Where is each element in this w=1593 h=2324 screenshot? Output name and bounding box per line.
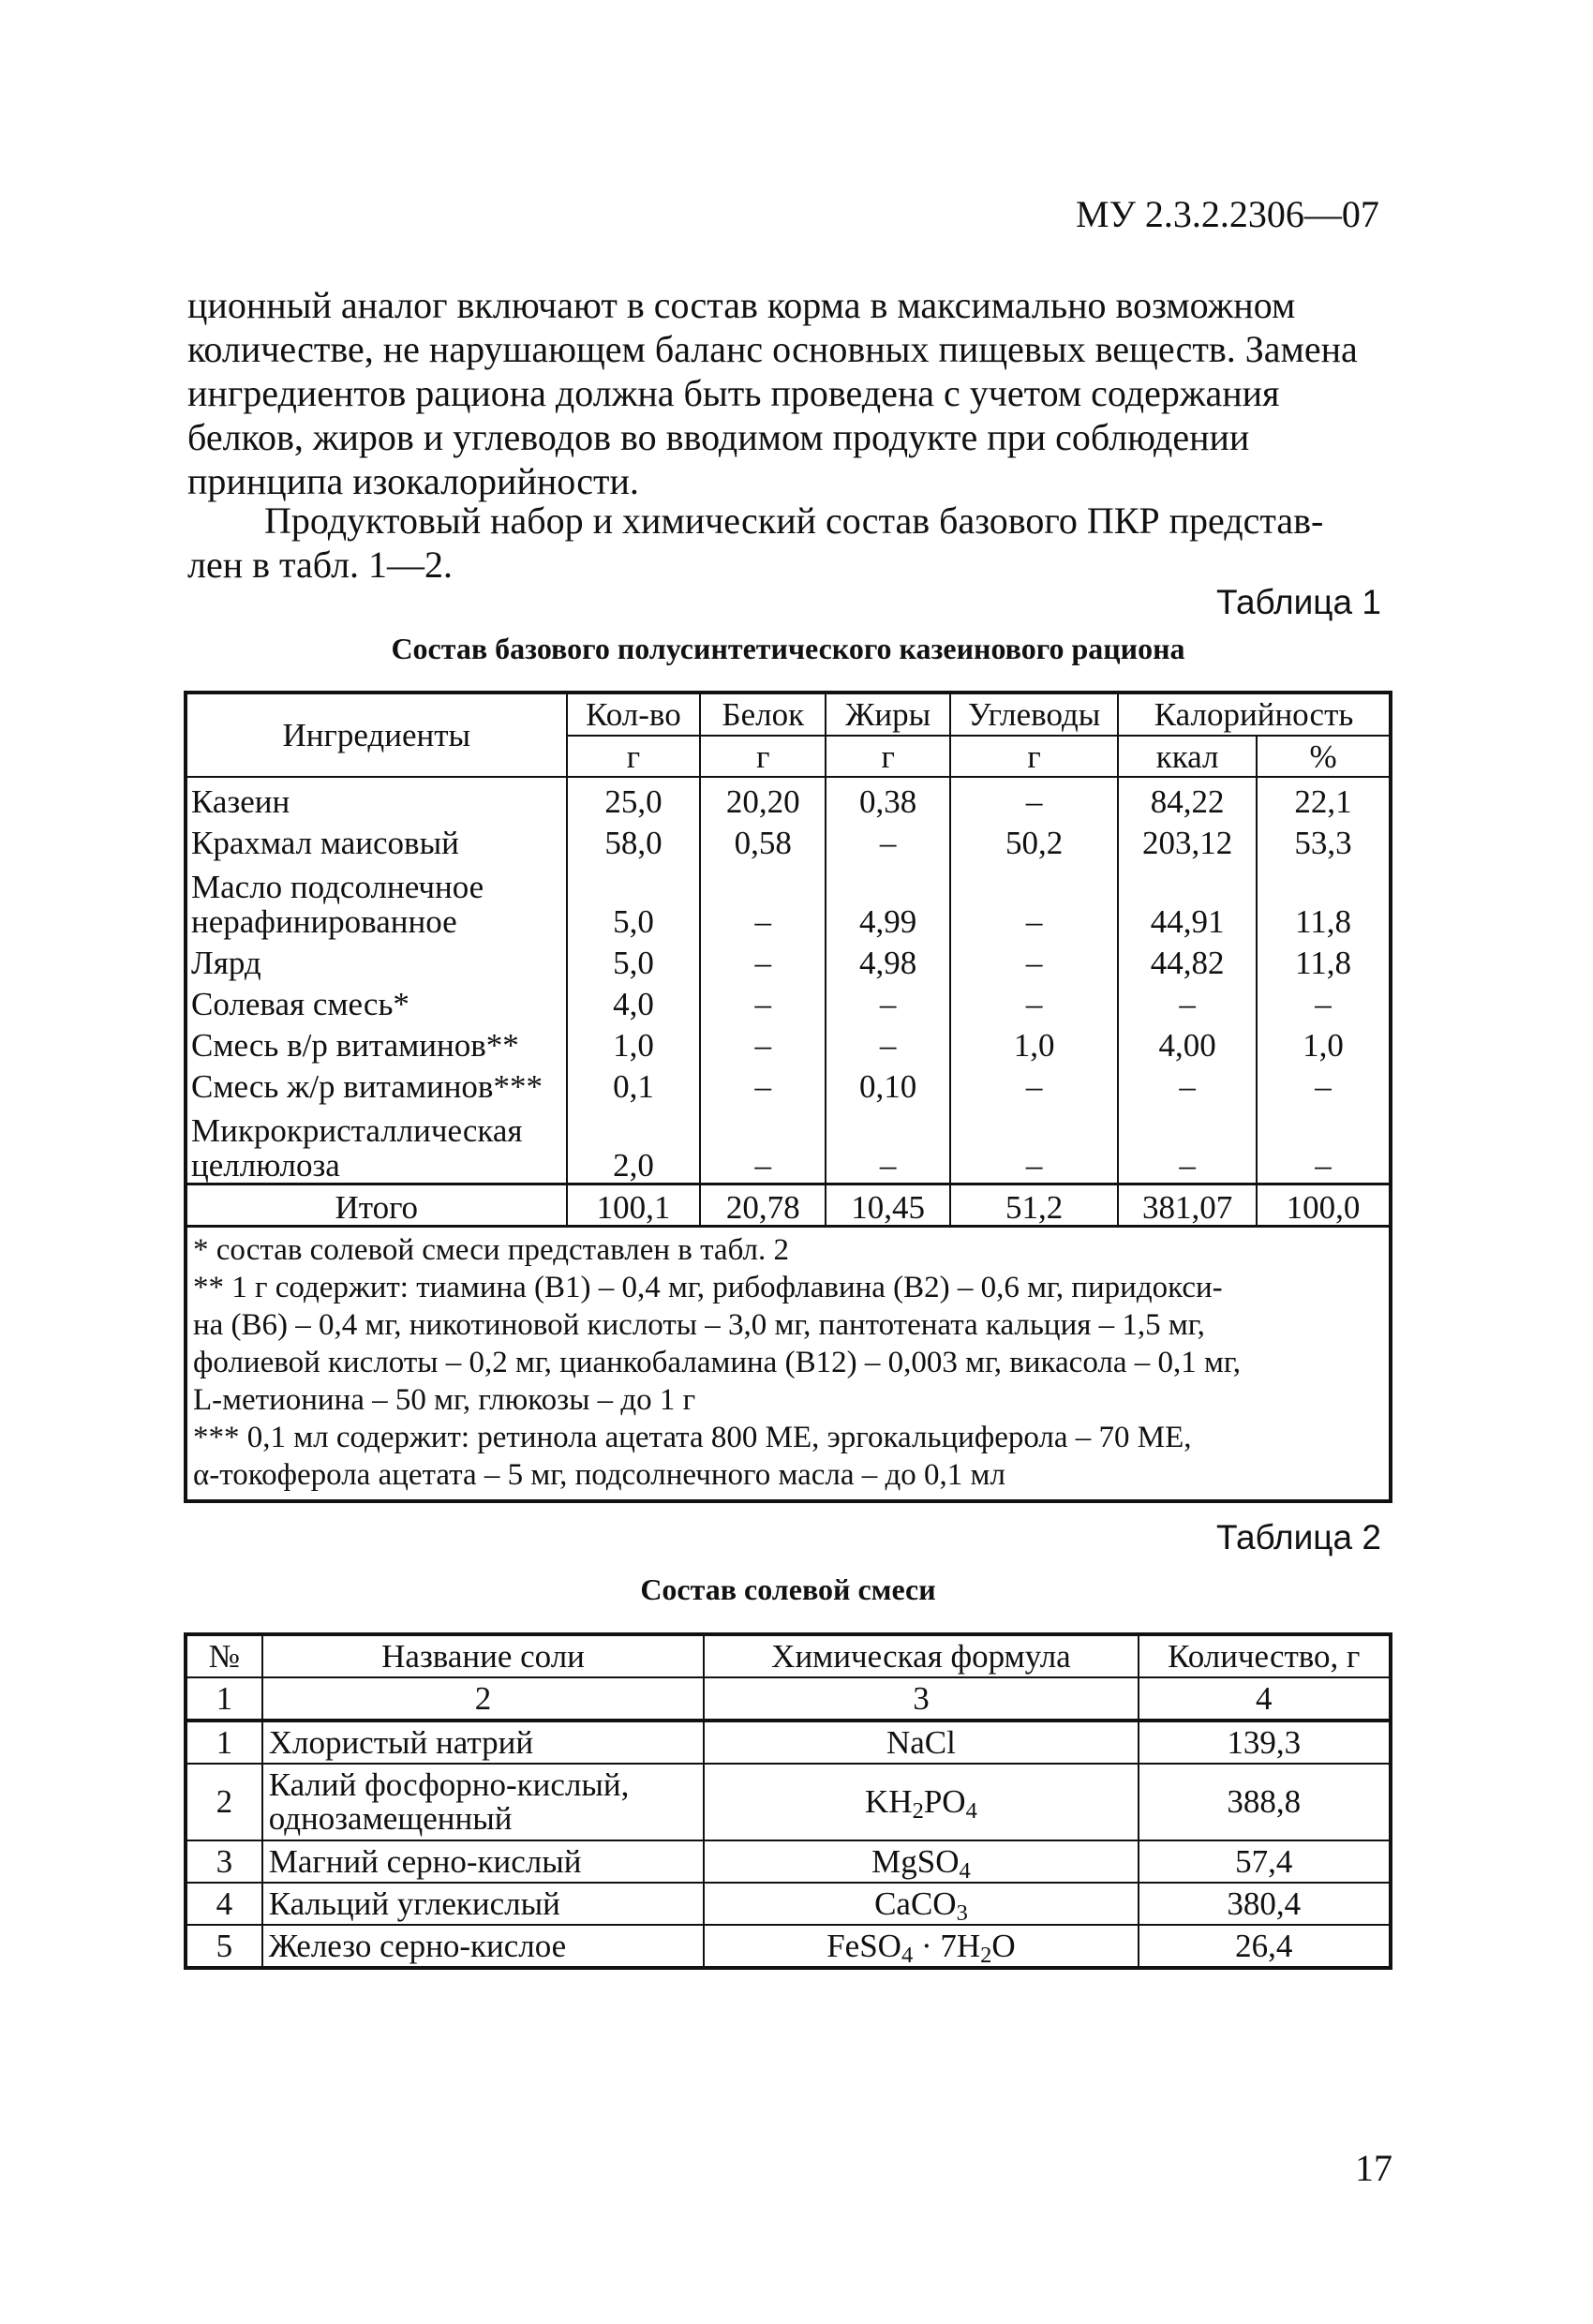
ration-composition-table — [184, 691, 1392, 1503]
ingredient-name: Казеин — [186, 777, 567, 819]
amount-cell: 0,1 — [567, 1063, 701, 1104]
protein-cell: – — [700, 939, 826, 980]
salt-name: Калий фосфорно-кислый, однозамещенный — [262, 1764, 705, 1840]
percent-cell: 22,1 — [1257, 777, 1391, 819]
kcal-cell: 203,12 — [1118, 819, 1257, 860]
quantity-cell: 388,8 — [1139, 1764, 1391, 1840]
carbs-cell: 50,2 — [950, 819, 1118, 860]
chemical-formula: $KH_2PO_4$ — [704, 1764, 1138, 1840]
ingredient-name: Микрокристаллическая целлюлоза — [186, 1104, 567, 1184]
fat-cell: – — [826, 1021, 950, 1063]
total-carbs: 51,2 — [950, 1184, 1118, 1227]
footnote-line: *** 0,1 мл содержит: ретинола ацетата 800 МЕ, эргокальциферола – 70 МЕ, — [193, 1421, 1192, 1454]
fat-cell: – — [826, 819, 950, 860]
kcal-cell: 84,22 — [1118, 777, 1257, 819]
header-quantity: Количество, г — [1139, 1634, 1391, 1677]
protein-cell: – — [700, 1104, 826, 1184]
chemical-formula: CaCO$_3$ — [704, 1883, 1138, 1925]
paragraph-line: ингредиентов рациона должна быть проведена с учетом содержания — [187, 372, 1280, 414]
protein-cell: – — [700, 860, 826, 939]
column-number: 1 — [186, 1677, 262, 1721]
total-fat: 10,45 — [826, 1184, 950, 1227]
footnote-line: фолиевой кислоты – 0,2 мг, цианкобаламина (В12) – 0,003 мг, викасола – 0,1 мг, — [193, 1346, 1241, 1379]
amount-cell: 58,0 — [567, 819, 701, 860]
column-number: 3 — [704, 1677, 1138, 1721]
quantity-cell: 139,3 — [1139, 1721, 1391, 1764]
amount-cell: 2,0 — [567, 1104, 701, 1184]
footnotes-cell — [186, 1227, 1391, 1502]
header-number: № — [186, 1634, 262, 1677]
percent-cell: – — [1257, 1063, 1391, 1104]
amount-cell: 4,0 — [567, 980, 701, 1021]
header-fat: Жиры — [826, 693, 950, 736]
carbs-cell: – — [950, 1104, 1118, 1184]
quantity-cell: 380,4 — [1139, 1883, 1391, 1925]
kcal-cell: – — [1118, 1104, 1257, 1184]
fat-cell: 0,38 — [826, 777, 950, 819]
salt-name: Магний серно-кислый — [262, 1840, 705, 1883]
kcal-cell: – — [1118, 1063, 1257, 1104]
table-row — [186, 819, 1391, 860]
paragraph-line: белков, жиров и углеводов во вводимом продукте при соблюдении — [187, 416, 1250, 458]
carbs-cell: – — [950, 939, 1118, 980]
ingredient-name: Лярд — [186, 939, 567, 980]
ingredient-name: Смесь ж/р витаминов*** — [186, 1063, 567, 1104]
salt-mixture-table — [184, 1632, 1392, 1970]
salt-name: Хлористый натрий — [262, 1721, 705, 1764]
header-salt-name: Название соли — [262, 1634, 705, 1677]
carbs-cell: 1,0 — [950, 1021, 1118, 1063]
paragraph-line: Продуктовый набор и химический состав базового ПКР представ- — [264, 499, 1324, 542]
paragraph-intro — [187, 283, 1389, 503]
unit-g: г — [950, 736, 1118, 777]
column-number-row — [186, 1677, 1391, 1721]
table-row — [186, 1764, 1391, 1840]
row-number: 2 — [186, 1764, 262, 1840]
table1-title: Состав базового полусинтетического казеинового рациона — [391, 632, 1185, 665]
header-amount: Кол-во — [567, 693, 701, 736]
table-row — [186, 1063, 1391, 1104]
table-row — [186, 860, 1391, 939]
salt-name: Кальций углекислый — [262, 1883, 705, 1925]
total-kcal: 381,07 — [1118, 1184, 1257, 1227]
footnote-line: L-метионина – 50 мг, глюкозы – до 1 г — [193, 1383, 696, 1417]
carbs-cell: – — [950, 1063, 1118, 1104]
chemical-formula: NaCl — [704, 1721, 1138, 1764]
table2-label: Таблица 2 — [1216, 1518, 1381, 1557]
column-number: 4 — [1139, 1677, 1391, 1721]
total-amount: 100,1 — [567, 1184, 701, 1227]
kcal-cell: 4,00 — [1118, 1021, 1257, 1063]
page-number: 17 — [1355, 2147, 1392, 2189]
total-row — [186, 1184, 1391, 1227]
header-ingredients: Ингредиенты — [186, 693, 567, 777]
amount-cell: 25,0 — [567, 777, 701, 819]
paragraph-reference — [187, 499, 1389, 587]
header-calories: Калорийность — [1118, 693, 1391, 736]
paragraph-line: лен в табл. 1—2. — [187, 544, 454, 586]
total-label: Итого — [186, 1184, 567, 1227]
carbs-cell: – — [950, 980, 1118, 1021]
quantity-cell: 57,4 — [1139, 1840, 1391, 1883]
table-row — [186, 1925, 1391, 1968]
table-row — [186, 1883, 1391, 1925]
protein-cell: – — [700, 1063, 826, 1104]
table-row — [186, 1840, 1391, 1883]
ingredient-name: Крахмал маисовый — [186, 819, 567, 860]
table-footnotes — [186, 1227, 1391, 1502]
salt-name: Железо серно-кислое — [262, 1925, 705, 1968]
table-row — [186, 777, 1391, 819]
fat-cell: 0,10 — [826, 1063, 950, 1104]
row-number: 5 — [186, 1925, 262, 1968]
fat-cell: 4,98 — [826, 939, 950, 980]
chemical-formula: MgSO$_4$ — [704, 1840, 1138, 1883]
carbs-cell: – — [950, 777, 1118, 819]
chemical-formula: FeSO$_4$ · $7H_2O$ — [704, 1925, 1138, 1968]
fat-cell: – — [826, 1104, 950, 1184]
quantity-cell: 26,4 — [1139, 1925, 1391, 1968]
kcal-cell: 44,91 — [1118, 860, 1257, 939]
protein-cell: – — [700, 980, 826, 1021]
amount-cell: 1,0 — [567, 1021, 701, 1063]
amount-cell: 5,0 — [567, 860, 701, 939]
unit-kcal: ккал — [1118, 736, 1257, 777]
percent-cell: 53,3 — [1257, 819, 1391, 860]
paragraph-line: количестве, не нарушающем баланс основных пищевых веществ. Замена — [187, 328, 1358, 370]
unit-g: г — [700, 736, 826, 777]
table1-label: Таблица 1 — [1216, 583, 1381, 621]
percent-cell: – — [1257, 1104, 1391, 1184]
footnote-line: α-токоферола ацетата – 5 мг, подсолнечного масла – до 0,1 мл — [193, 1458, 1005, 1492]
unit-g: г — [826, 736, 950, 777]
table-row — [186, 939, 1391, 980]
table-header-row — [186, 1634, 1391, 1677]
percent-cell: – — [1257, 980, 1391, 1021]
header-protein: Белок — [700, 693, 826, 736]
fat-cell: 4,99 — [826, 860, 950, 939]
footnote-line: на (В6) – 0,4 мг, никотиновой кислоты – 3,0 мг, пантотената кальция – 1,5 мг, — [193, 1308, 1205, 1342]
header-carbs: Углеводы — [950, 693, 1118, 736]
table-row — [186, 1721, 1391, 1764]
unit-percent: % — [1257, 736, 1391, 777]
total-protein: 20,78 — [700, 1184, 826, 1227]
row-number: 3 — [186, 1840, 262, 1883]
percent-cell: 1,0 — [1257, 1021, 1391, 1063]
unit-g: г — [567, 736, 701, 777]
table2-title: Состав солевой смеси — [640, 1572, 936, 1606]
row-number: 4 — [186, 1883, 262, 1925]
kcal-cell: – — [1118, 980, 1257, 1021]
ingredient-name: Смесь в/р витаминов** — [186, 1021, 567, 1063]
fat-cell: – — [826, 980, 950, 1021]
column-number: 2 — [262, 1677, 705, 1721]
carbs-cell: – — [950, 860, 1118, 939]
row-number: 1 — [186, 1721, 262, 1764]
paragraph-line: ционный аналог включают в состав корма в максимально возможном — [187, 284, 1296, 326]
table-row — [186, 1021, 1391, 1063]
paragraph-line: принципа изокалорийности. — [187, 460, 639, 502]
total-percent: 100,0 — [1257, 1184, 1391, 1227]
percent-cell: 11,8 — [1257, 860, 1391, 939]
header-formula: Химическая формула — [704, 1634, 1138, 1677]
ingredient-name: Масло подсолнечное нерафинированное — [186, 860, 567, 939]
document-code: МУ 2.3.2.2306—07 — [1076, 193, 1379, 235]
protein-cell: – — [700, 1021, 826, 1063]
table-row — [186, 1104, 1391, 1184]
protein-cell: 0,58 — [700, 819, 826, 860]
footnote-line: * состав солевой смеси представлен в табл. 2 — [193, 1233, 790, 1267]
ingredient-name: Солевая смесь* — [186, 980, 567, 1021]
percent-cell: 11,8 — [1257, 939, 1391, 980]
kcal-cell: 44,82 — [1118, 939, 1257, 980]
table-row — [186, 980, 1391, 1021]
amount-cell: 5,0 — [567, 939, 701, 980]
protein-cell: 20,20 — [700, 777, 826, 819]
footnote-line: ** 1 г содержит: тиамина (В1) – 0,4 мг, рибофлавина (В2) – 0,6 мг, пиридокси- — [193, 1271, 1223, 1304]
